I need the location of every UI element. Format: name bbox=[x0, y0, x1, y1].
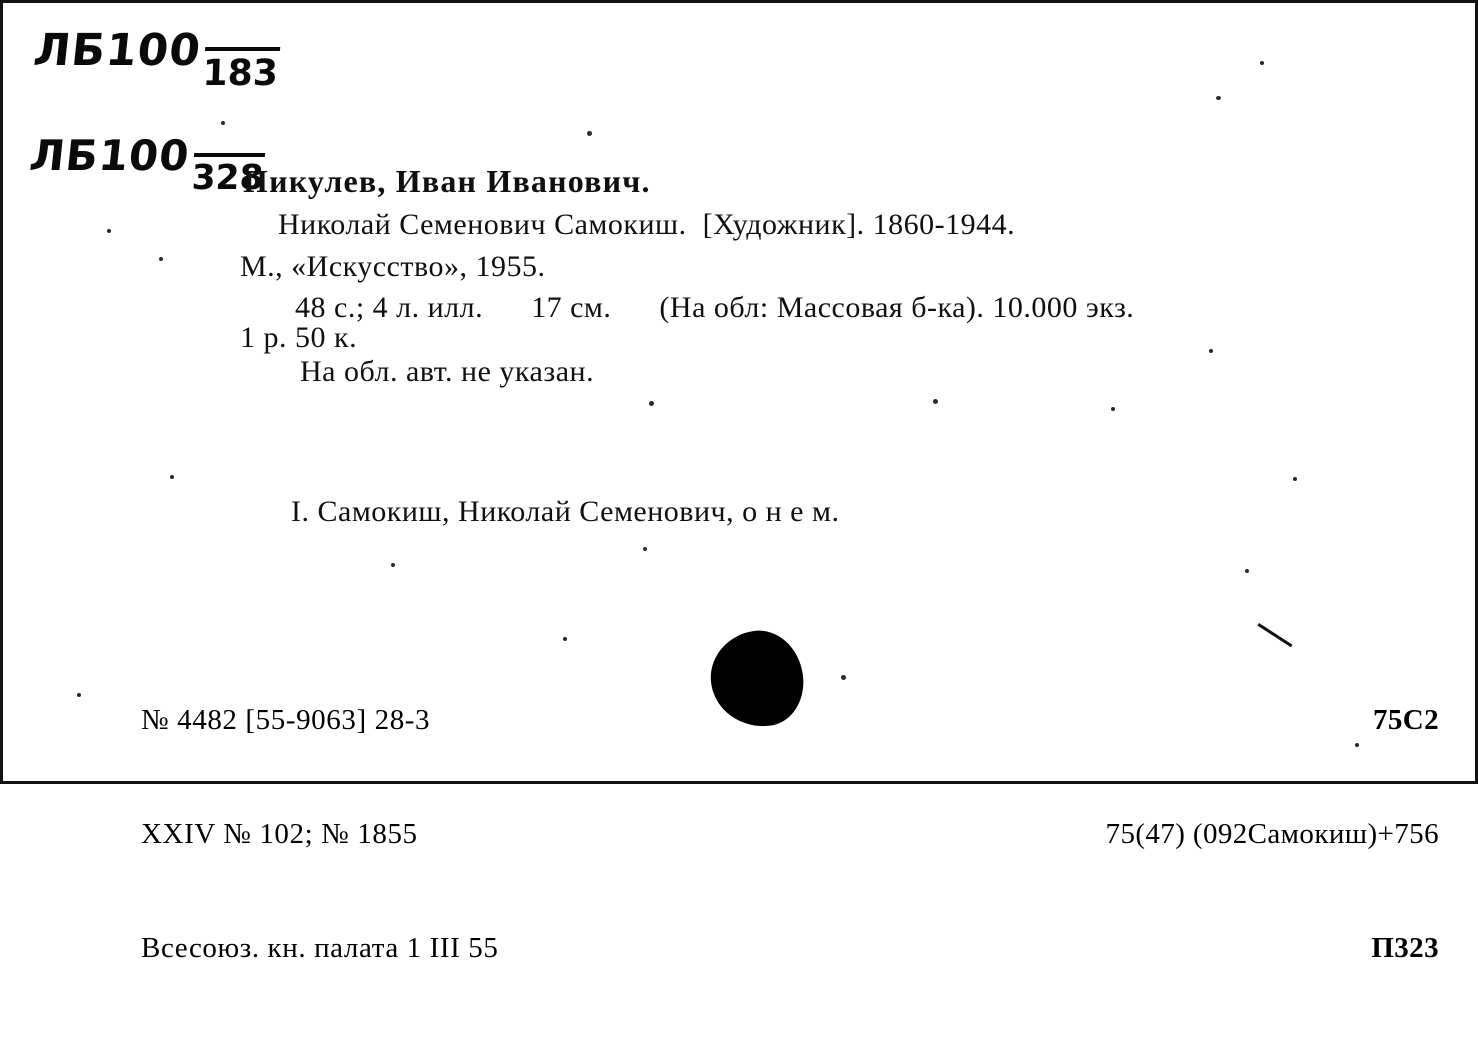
fraction-bar bbox=[193, 153, 265, 157]
udc-number: 75(47) (092Самокиш)+756 bbox=[1105, 818, 1439, 850]
classification-number: 75С2 bbox=[1372, 704, 1439, 736]
subject-tracing: I. Самокиш, Николай Семенович, о н е м. bbox=[291, 495, 840, 528]
footer-left-line-1: № 4482 [55-9063] 28-3 bbox=[141, 704, 431, 736]
speck bbox=[841, 675, 846, 680]
footer-left-line-3: Всесоюз. кн. палата 1 III 55 bbox=[141, 932, 499, 964]
speck bbox=[391, 563, 395, 567]
fraction-denominator: 183 bbox=[201, 51, 279, 94]
speck bbox=[170, 475, 174, 479]
author-mark: П323 bbox=[1371, 932, 1439, 964]
general-note: На обл. авт. не указан. bbox=[300, 355, 595, 388]
speck bbox=[159, 257, 163, 261]
author-heading: Пикулев, Иван Иванович. bbox=[243, 163, 651, 199]
price-statement: 1 р. 50 к. bbox=[240, 321, 358, 354]
collation-statement: 48 с.; 4 л. илл. 17 см. (На обл: Массовая б-ка). 10.000 экз. bbox=[295, 291, 1135, 324]
fraction-bar bbox=[205, 47, 281, 51]
speck bbox=[587, 131, 592, 136]
speck bbox=[107, 229, 111, 233]
ink-blot bbox=[705, 625, 809, 733]
speck bbox=[1355, 743, 1359, 747]
handwritten-call-number-main bbox=[25, 131, 267, 198]
speck bbox=[933, 399, 938, 404]
call-number-prefix: ЛБ100 bbox=[27, 131, 193, 180]
footer-right-block bbox=[1106, 625, 1439, 1043]
imprint-statement: М., «Искусство», 1955. bbox=[240, 250, 546, 283]
speck bbox=[1260, 61, 1264, 65]
footer-left-line-2: XXIV № 102; № 1855 bbox=[141, 818, 418, 850]
speck bbox=[1216, 96, 1221, 100]
speck bbox=[1245, 569, 1249, 573]
speck bbox=[1209, 349, 1213, 353]
speck bbox=[563, 637, 567, 641]
speck bbox=[1111, 407, 1115, 411]
handwritten-call-number-top bbox=[29, 25, 282, 94]
speck bbox=[643, 547, 647, 551]
speck bbox=[1293, 477, 1297, 481]
speck bbox=[77, 693, 81, 697]
call-number-prefix: ЛБ100 bbox=[31, 25, 204, 76]
footer-left-block bbox=[141, 625, 498, 1043]
speck bbox=[221, 121, 225, 125]
fraction-denominator: 328 bbox=[190, 157, 264, 198]
call-number-fraction bbox=[200, 47, 280, 94]
title-statement: Николай Семенович Самокиш. [Художник]. 1860-1944. bbox=[278, 208, 1016, 241]
speck bbox=[649, 401, 654, 406]
